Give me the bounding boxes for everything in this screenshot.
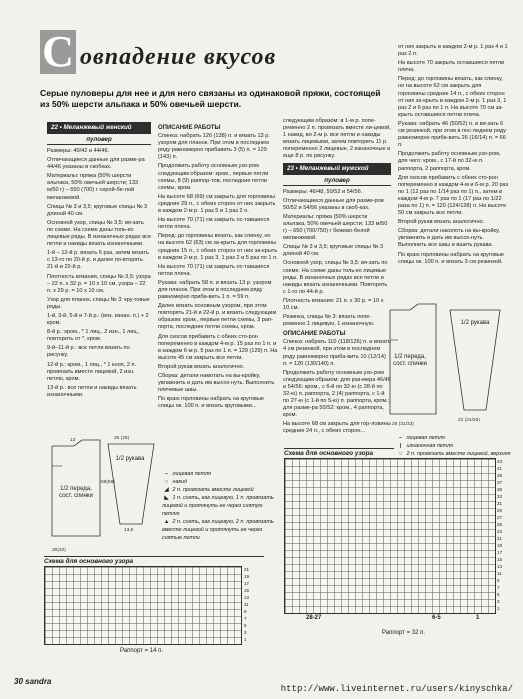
main-pattern: Основной узор, спицы № 3,5: вя-зать по схеме. На схеме даны толь-ко лицевые ряды. В изнаночных рядах все петли и накиды вязать изнаночными.: [47, 219, 152, 248]
continue-text: Продолжить работу основным узо-ром следующим образом: для раз-мера 46/48 и 54/56: кром., с 6-й по 32-ю (с 28-й по 32-ю) п. раппорта, 2 (4) раппорта, с 1-й по 27-ю (с 1-й по 5-ю) п. раппорта, кром.; для разме-ра 50/52: кром., 4 раппорта, кром.: [283, 369, 391, 419]
column-women-work: [158, 122, 278, 412]
cont-text: следующим образом: в 1-м р. попе-ременно 2 п. провязать вместе ли-цевой, 1 накид, во 2-м р. все петли и накиды вязать лицевыми, затем повторить 11 р. попеременно 2 лицевые, 2 изнаночные и еще 8 р. по рисунку.: [283, 118, 391, 160]
header-women: 22 • Меланжевый женский: [47, 122, 151, 134]
chart2-marker-one: 1: [476, 615, 480, 621]
chart2-title: Схема для основного узора: [284, 448, 394, 457]
chart1-title: Схема для основного узора: [44, 556, 264, 565]
subtitle: Серые пуловеры для нее и для него связаны из одинаковой пряжи, состоящей из 50% шерсти альпака и 50% овечьей шерсти.: [40, 88, 381, 109]
row-8: 8-й р.: кром., * 1 лиц., 2 изн., 1 лиц., повторить от *, кром.: [47, 329, 140, 343]
sizes-note: Отличающиеся данные для разме-ра 44/46 указаны в скобках.: [47, 157, 145, 171]
density: Плотность вязания: 21 п. x 30 р. = 10 x 10 см.: [283, 297, 384, 311]
materials: Материалы: пряжа (50% шерсти альпака, 50% овечьей шерсти; 133 м/50 г) – 650 (700/750) г бежево-белой меланжевой.: [283, 213, 388, 242]
height-text: На высоте 68 см закрыть для гор-ловины средние 24 п., с обеих сторон...: [283, 421, 391, 435]
density: Плотность вязания, спицы № 3,5: узора – 22 п. x 32 р. = 10 x 10 см, узора – 22 п. x 29 р. = 10 x 10 см.: [47, 273, 151, 294]
legend-women: [162, 470, 280, 542]
height-text: На высоте 70 (71) см закрыть ос-тавшиеся петли плеча.: [158, 217, 270, 231]
back-text: Спинка: набрать 110 (118/126) п. и вязать 4 см резинкой, при этом в последнем ряду равномерно приба-вить 10 (12/14) п. = 120 (130/140) п.: [283, 339, 391, 367]
chart2-grid: [284, 458, 496, 614]
header-women-sub: пуловер: [47, 136, 151, 145]
assembly-text: Сборка: детали наколоть на вы-кройку, увлажнить и дать им высох-нуть. Выполнить все швы и вшить рукава.: [398, 228, 500, 249]
continue-text: Продолжить работу основным узо-ром следующим образом: кром., первые петли схемы, 8 (9) раппор-тов, последние петли схемы, кром.: [158, 163, 269, 191]
section-title: ОПИСАНИЕ РАБОТЫ: [283, 331, 346, 338]
armholes-text: На высоте 68 (69) см закрыть для горловины средние 29 п., с обеих сторон от них закрыть в каждом 2-м р. 1 раз 5 и 1 раз 2 п.: [158, 193, 276, 215]
row-12: 12-й р.: кром., 1 лиц., * 1 кноп, 2 п. провязать вместе лицевой, 2 изн. петлю, кром.: [47, 361, 137, 382]
needles: Спицы № 3 и 3,5; круговые спицы № 3 длиной 40 см.: [47, 203, 148, 217]
sleeves-text: Рукава: набрать 58 п. и вязать 13 р. узором для планок. При этом в последнем ряду равномерно приба-вить 1 п. = 59 п.: [158, 279, 272, 301]
sizes: Размеры: 40/42 и 44/46.: [47, 148, 110, 154]
dim-sleeve-bottom: 13,5: [124, 528, 134, 533]
page-number: 30 sandra: [14, 677, 52, 686]
band-rows: 1-й, 3-й, 5-й и 7-й р.: (вяз. изнан. п.) + 2 кром.: [47, 312, 149, 327]
legend-item: ◢ 2 п. провязать вместе лицевой: [164, 487, 254, 493]
sleeves2-text: Продолжить работу основным узо-ром, для чего: кром., с 17-й по 32-ю п. раппорта, 2 раппорта, кром.: [398, 151, 501, 172]
chart1-row-numbers: 21 19 17 15 13 11 9 7 5 3 1: [244, 567, 250, 642]
materials: Материалы: пряжа (50% шерсти альпака, 50% овечьей шерсти; 133 м/50 г) – 650 (700) г серой-бе-лой меланжевой.: [47, 173, 139, 201]
front-text: Перед: до горловины вязать, как спинку, но на высоте 62 (63) см за-крыть для горловины средние 15 п., с обеих сторон от них за-крыть в каждом 2-м р. 1 раз 3, 1 раз 2 и 5 раз по 1 п.: [158, 233, 278, 261]
women-body-label: 1/2 переда, сост. спинки: [59, 486, 93, 499]
page-title: овпадение вкусов: [80, 44, 277, 70]
column-women-pullover: [47, 122, 151, 401]
rib-pattern: Резинка, спицы № 3: вязать попе-ременно 1 лицевую, 1 изнаночную.: [283, 314, 375, 328]
source-url: http://www.liveinternet.ru/users/kinyschka/: [280, 684, 513, 694]
sleeves2-text: Далее вязать основным узором, при этом повторять 21-й и 22-й р. и вязать следующим образом: кром., первые петли схемы, 3 рап-порта, последние петли схемы, кром.: [158, 303, 277, 331]
chart2-marker-left: 28-27: [306, 615, 322, 621]
legend-item: ▲ 2 п. снять, как лицевую, 2 п. провязать вместе лицевой и протянуть ее через снятые петли: [162, 519, 274, 541]
sleeves3-text: Для скосов прибавить с обеих сто-рон попеременно в каждом 4-м р. 15 раз по 1 п. и в каждом 6-м р. 5 раз по 1 п. = 129 (129) п. На высоте 45 см закрыть все петли.: [158, 333, 278, 361]
legend-item: ○ накид: [164, 479, 187, 485]
row-13: 13-й р.: все петли и накиды вязать изнаночными.: [47, 384, 137, 398]
second-sleeve-text: Второй рукав вязать аналогично.: [398, 219, 485, 226]
title-initial: С: [40, 30, 76, 74]
band-pattern: Узор для планок, спицы № 3: кру-говые ряды.: [47, 296, 150, 310]
header-men-sub: пуловер: [283, 177, 391, 186]
legend-item: – лицевая петля: [165, 471, 211, 477]
legend-item: | изнаночная петля: [399, 443, 454, 449]
dim-men-sleeve-bottom: 22 (24/25): [458, 418, 480, 423]
row-9-11: 9-й–11-й р.: все петли вязать по рисунку.: [47, 345, 130, 359]
legend-item: – лицевая петля: [399, 435, 445, 441]
front2-text: На высоте 70 (71) см закрыть ос-тавшиеся петли плеча.: [158, 263, 270, 277]
women-sleeve-schematic: [104, 440, 158, 530]
title-block: [40, 27, 340, 90]
neck-text: По краю горловины набрать на круговые спицы ок. 100 п. и вязать 3 см резинкой.: [398, 251, 504, 265]
dim-13: 13: [70, 438, 76, 443]
needles: Спицы № 3 и 3,5; круговые спицы № 3 длиной 40 см.: [283, 244, 384, 258]
front-text: Перед: до горловины вязать, как спинку, но на высоте 62 см закрыть для горловины средние 14 п., с обеих сторон от них за-крыть в каждом 2-м р. 1 раз 3, 1 раз 2 и 6 раз по 1 п. На высоте 70 см за-крыть оставшиеся петли плеча.: [398, 76, 507, 118]
chart1-rapport: Раппорт = 14 п.: [120, 648, 164, 654]
legend-item: ○ 2 п. провязать вместе лицевой, верхняя: [398, 451, 511, 457]
dim-width: 30(32): [52, 548, 66, 553]
chart2-row-numbers: 43 41 39 37 35 33 31 29 27 25 23 21 19 17 15 13 11 9 7 5 3 1: [497, 459, 503, 611]
dim-men-width: 28 (31/33): [392, 422, 414, 427]
section-title: ОПИСАНИЕ РАБОТЫ: [158, 125, 221, 131]
column-men-work: [398, 44, 510, 268]
rows-note: 1-й – 12-й р. вязать 6 раз, затем вязать с 13-го по 20-й р. и далее по-вторять 21-й и 22-й р.: [47, 250, 149, 271]
women-sleeve-label: 1/2 рукава: [115, 456, 145, 462]
sleeves-text: Рукава: набрать 46 (50/52) п. и вя-зать 6 см резинкой, при этом в пос-леднем ряду равномерно приба-вить 26 (16/14) п. = 66 п.: [398, 120, 507, 149]
chart2-rapport: Раппорт = 32 п.: [382, 630, 426, 636]
cont-text: от них закрыть в каждом 2-м р. 1 раз 4 и 1 раз 2 п.: [398, 44, 508, 58]
chart1-grid: [44, 566, 242, 645]
sizes: Размеры: 46/48, 50/52 и 54/56.: [283, 188, 363, 195]
assembly-text: Сборка: детали намотать на вы-кройку, увлажнить и дать им высох-нуть. Выполнить плечевые швы.: [158, 373, 275, 394]
legend-item: ◣ 1 п. снять, как лицевую, 1 п. провязать лицевой и протянуть ее через снятую петлю: [162, 495, 274, 517]
sizes-note: Отличающиеся данные для разме-ров 50/52 и 54/56 указаны в скоб-ках.: [283, 197, 384, 211]
main-pattern: Основной узор, спицы № 3,5: вя-зать по схеме. На схеме даны толь-ко лицевые ряды. В изнаночных рядах все петли и накиды вязать изнаночными. Повторять с 1-го по 44-й р.: [283, 260, 388, 295]
back-text: Спинка: набрать 126 (138) п. и вязать 13 р. узором для планок. При этом в последнем ряду равномерно прибавить 3 (5) п. = 129 (143) п.: [158, 133, 270, 161]
men-sleeve-label: 1/2 рукава: [460, 320, 490, 326]
neck-text: По краю горловины набрать на круговые спицы ок. 100 п. и вязать круговыми...: [158, 396, 264, 410]
column-men-pullover: [283, 118, 391, 438]
dim-height: 68(69): [101, 480, 115, 485]
sleeves3-text: Для скосов прибавить с обеих сто-рон попеременно в каждом 4-м и 6-м р. 20 раз по 1 (12 раз по 1/14 раз по 1) п., затем в каждом 4-м р. 7 раз по 1 (17 раз по 1/22 раза по 1) п. = 120 (124/128) п. На высоте 50 см закрыть все петли.: [398, 174, 509, 217]
header-men: 23 • Меланжевый мужской: [283, 163, 391, 175]
second-sleeve-text: Второй рукав вязать аналогично.: [158, 363, 245, 370]
chart2-marker-right: 6-5: [432, 615, 441, 621]
dim-sleeve-width: 26 (28): [114, 436, 130, 441]
shoulders-text: На высоте 70 закрыть оставшиеся петли плеча.: [398, 60, 505, 74]
men-body-label: 1/2 переда, сост. спинки: [393, 354, 427, 367]
